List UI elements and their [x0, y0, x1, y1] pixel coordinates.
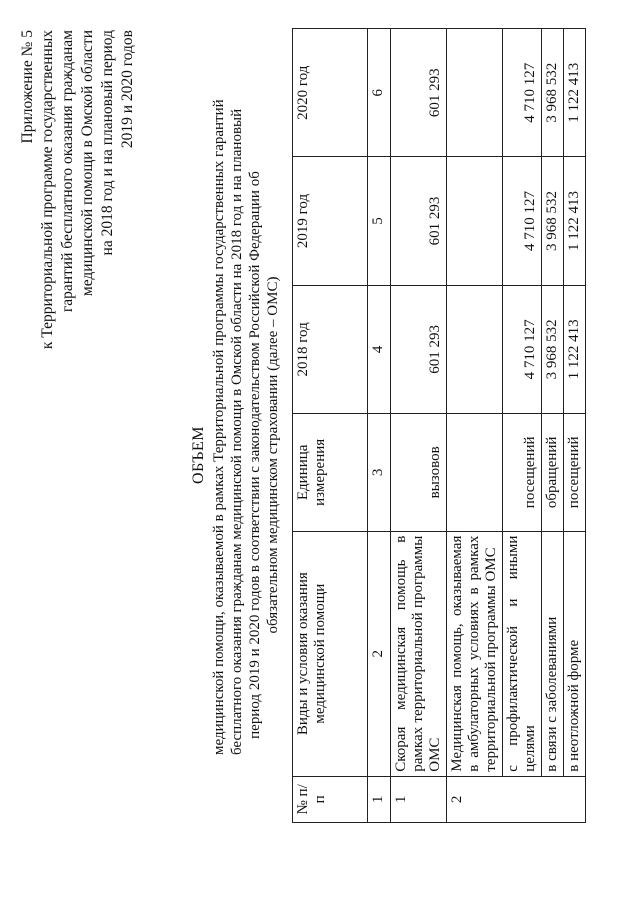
row-number: 2	[447, 776, 586, 822]
row-2019	[447, 157, 503, 285]
table-row	[564, 29, 586, 823]
row-2018	[447, 285, 503, 413]
column-number: 6	[368, 29, 391, 157]
column-number: 1	[368, 776, 391, 822]
table-row	[503, 29, 542, 823]
row-name: Скорая медицинская помощь в рамках территориальной программы ОМС	[391, 531, 447, 776]
table-row	[391, 29, 447, 823]
column-number: 4	[368, 285, 391, 413]
row-2018: 601 293	[391, 285, 447, 413]
row-2020: 601 293	[391, 29, 447, 157]
document-subtitle	[210, 99, 282, 755]
row-unit: обращений	[542, 414, 564, 532]
row-name: в неотложной форме	[564, 531, 586, 776]
header-2019: 2019 год	[293, 157, 368, 285]
table-row	[542, 29, 564, 823]
row-2020: 3 968 532	[542, 29, 564, 157]
column-number: 5	[368, 157, 391, 285]
row-name: в связи с заболеваниями	[542, 531, 564, 776]
row-2018: 3 968 532	[542, 285, 564, 413]
header-type: Виды и условия оказания медицинской помощи	[293, 531, 368, 776]
appendix-line: Приложение № 5	[19, 30, 36, 144]
column-number-row	[368, 29, 391, 823]
volume-table	[292, 28, 586, 823]
document-heading: ОБЪЕМ	[190, 426, 207, 484]
row-unit: вызовов	[391, 414, 447, 532]
row-name: с профилактической и иными целями	[503, 531, 542, 776]
subtitle-line: период 2019 и 2020 годов в соответствии с законодательством Российской Федерации об	[247, 171, 263, 739]
column-number: 3	[368, 414, 391, 532]
row-unit: посещений	[503, 414, 542, 532]
appendix-line: на 2018 год и на плановый период	[99, 30, 116, 256]
row-2020: 4 710 127	[503, 29, 542, 157]
appendix-line: к Территориальной программе государственных	[39, 30, 56, 350]
row-name: Медицинская помощь, оказываемая в амбулаторных условиях в рамках территориальной программы ОМС	[447, 531, 503, 776]
row-unit: посещений	[564, 414, 586, 532]
column-number: 2	[368, 531, 391, 776]
row-2020	[447, 29, 503, 157]
subtitle-line: обязательном медицинском страховании (далее – ОМС)	[265, 276, 281, 634]
row-2018: 1 122 413	[564, 285, 586, 413]
table-row	[447, 29, 503, 823]
row-2018: 4 710 127	[503, 285, 542, 413]
row-2020: 1 122 413	[564, 29, 586, 157]
row-unit	[447, 414, 503, 532]
subtitle-line: бесплатного оказания гражданам медицинской помощи в Омской области на 2018 год и на плановый	[229, 108, 245, 755]
row-2019: 601 293	[391, 157, 447, 285]
table-header-row	[293, 29, 368, 823]
header-number: № п/п	[293, 776, 368, 822]
row-2019: 4 710 127	[503, 157, 542, 285]
header-2018: 2018 год	[293, 285, 368, 413]
appendix-header	[18, 30, 138, 390]
header-2020: 2020 год	[293, 29, 368, 157]
header-unit: Единица измерения	[293, 414, 368, 532]
row-number: 1	[391, 776, 447, 822]
subtitle-line: медицинской помощи, оказываемой в рамках Территориальной программы государственных гарантий	[211, 99, 227, 755]
appendix-line: гарантий бесплатного оказания гражданам	[59, 30, 76, 313]
appendix-line: 2019 и 2020 годов	[119, 30, 136, 149]
row-2019: 1 122 413	[564, 157, 586, 285]
row-2019: 3 968 532	[542, 157, 564, 285]
appendix-line: медицинской помощи в Омской области	[79, 30, 96, 297]
title-block	[190, 99, 282, 755]
